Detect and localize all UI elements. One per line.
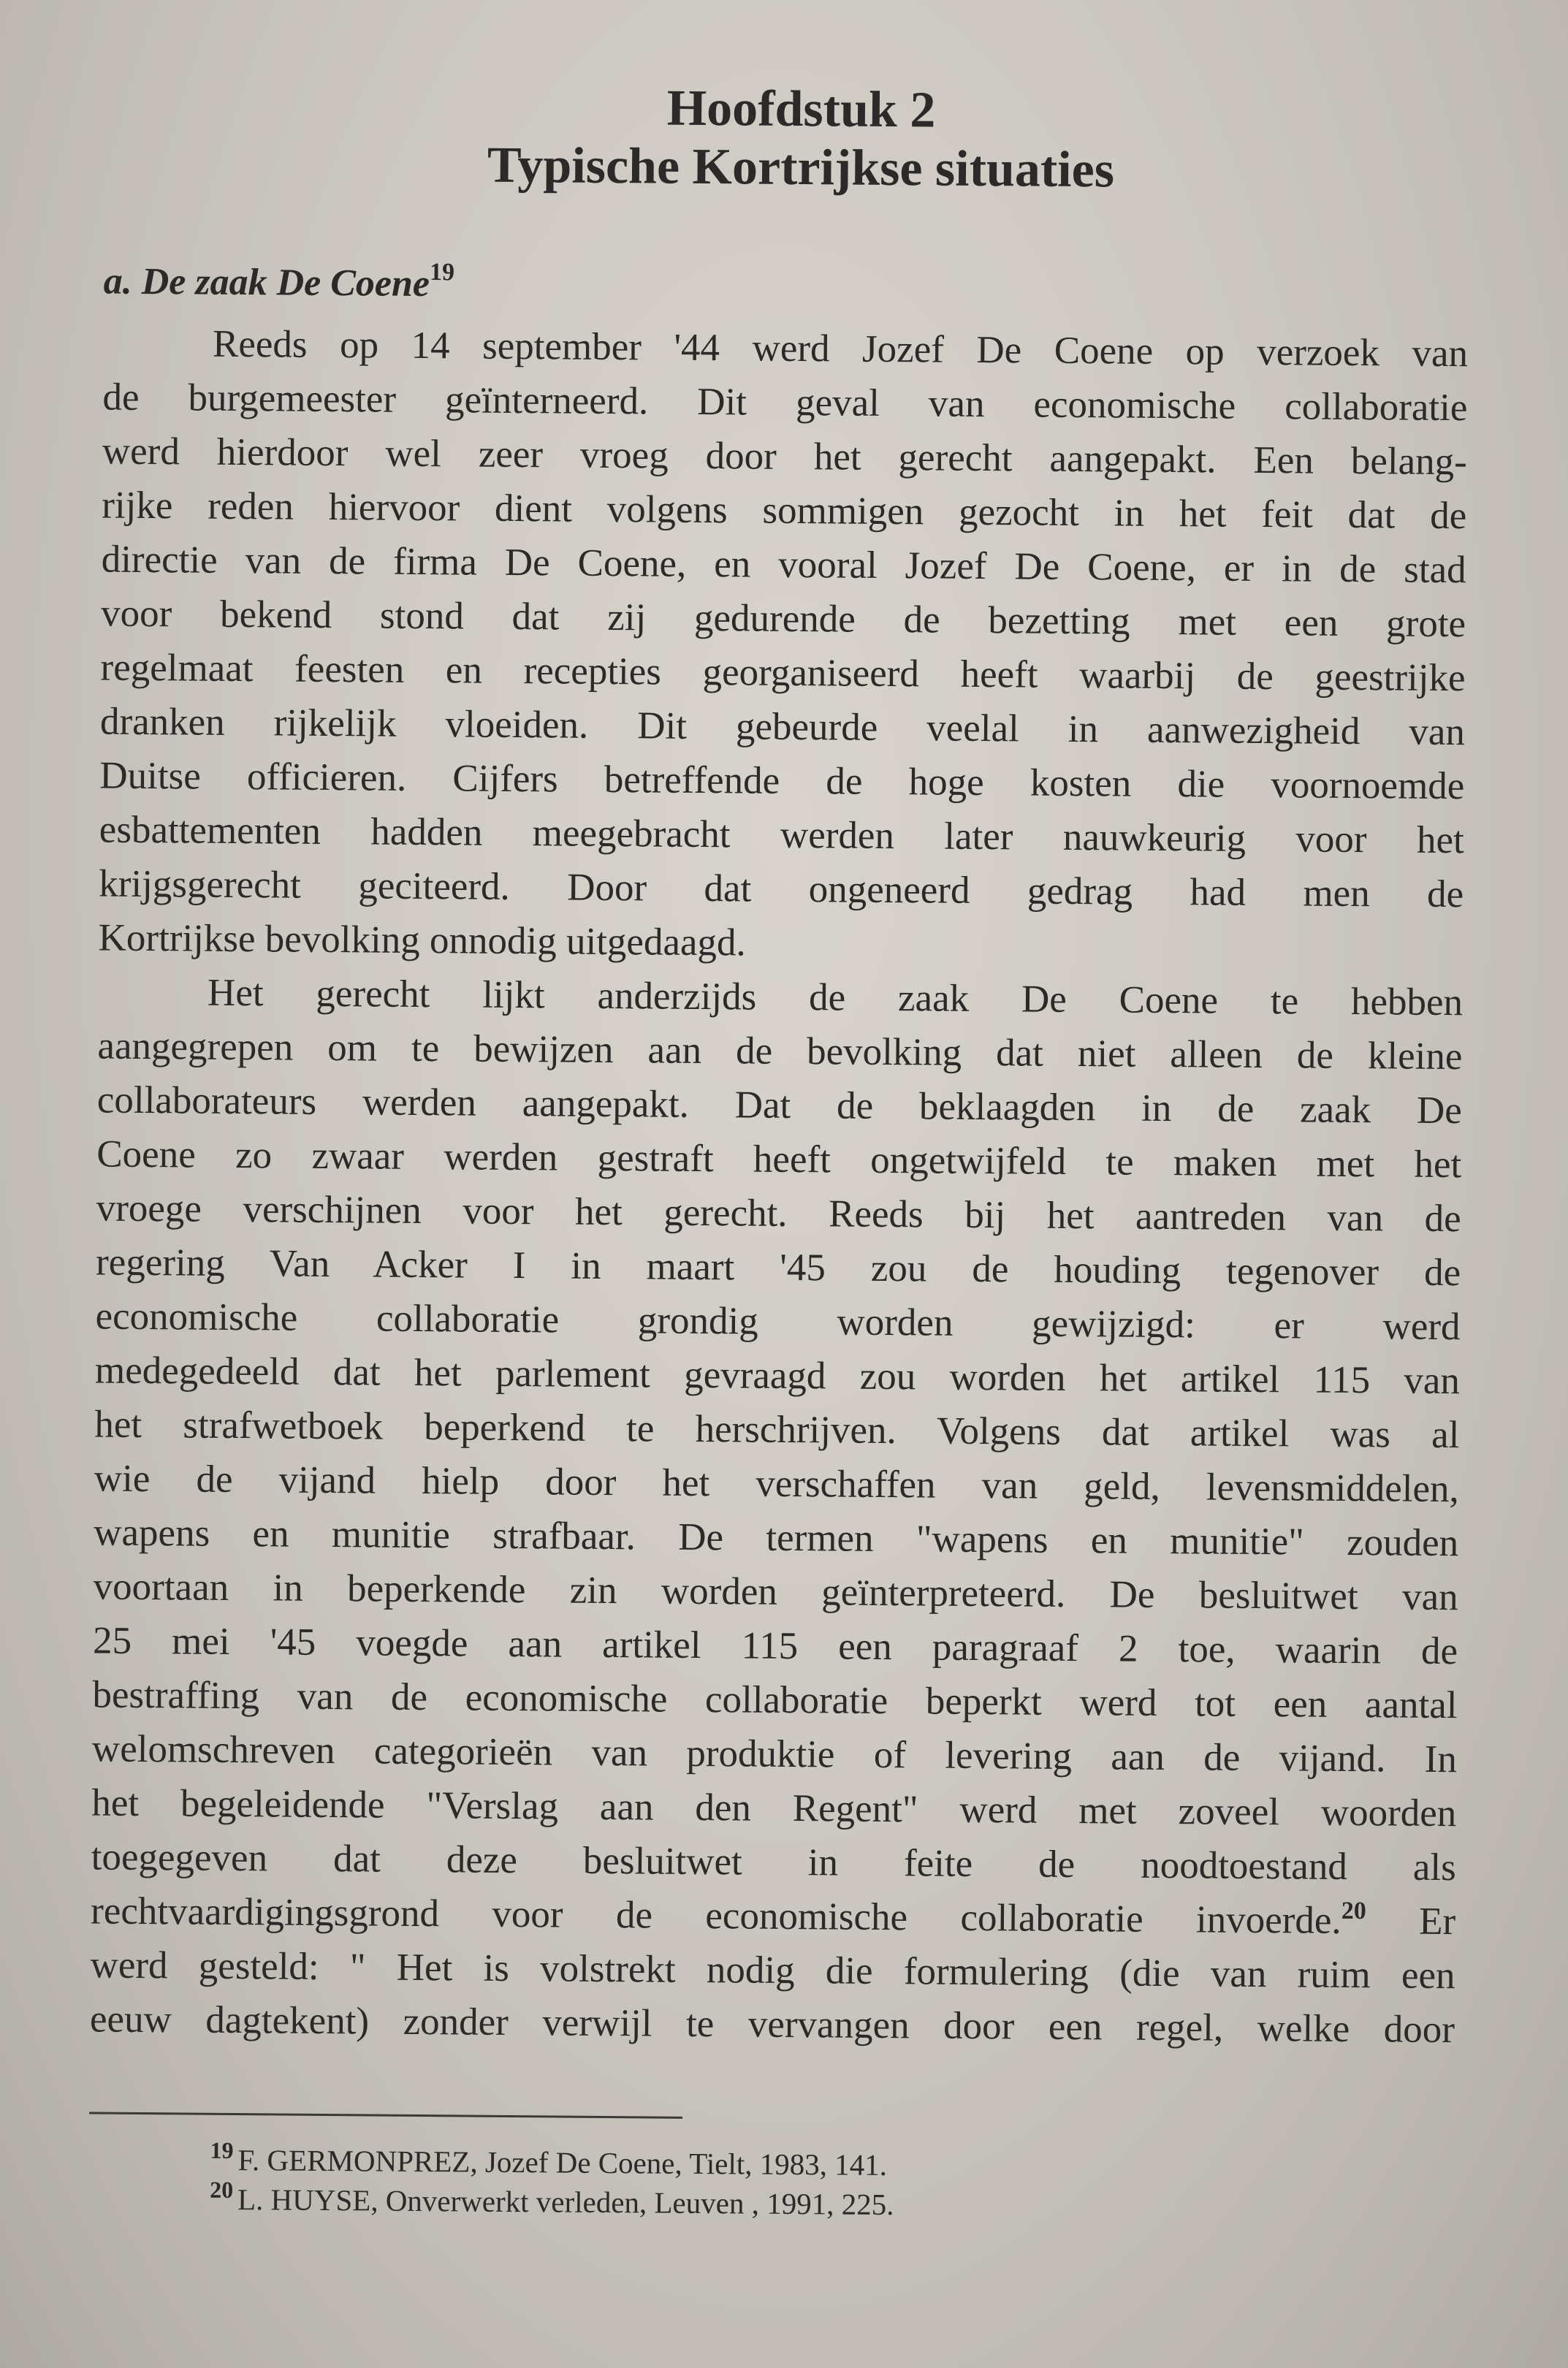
body-line: Reeds op 14 september '44 werd Jozef De Coene op verzoek van bbox=[212, 322, 1469, 376]
body-line: de burgemeester geïnterneerd. Dit geval van economische collaboratie bbox=[102, 376, 1468, 430]
body-line: vroege verschijnen voor het gerecht. Reeds bij het aantreden van de bbox=[96, 1187, 1461, 1241]
body-line: werd hierdoor wel zeer vroeg door het gerecht aangepakt. Een belang- bbox=[102, 430, 1468, 484]
body-text bbox=[90, 316, 1469, 2057]
body-line: bestraffing van de economische collaboratie beperkt werd tot een aantal bbox=[92, 1673, 1458, 1727]
section-heading-text: a. De zaak De Coene bbox=[103, 260, 430, 305]
body-line: aangegrepen om te bewijzen aan de bevolking dat niet alleen de kleine bbox=[97, 1024, 1463, 1078]
book-page bbox=[42, 23, 1544, 2351]
body-line: het begeleidende "Verslag aan den Regent" werd met zoveel woorden bbox=[91, 1781, 1457, 1835]
body-line: rijke reden hiervoor dient volgens sommigen gezocht in het feit dat de bbox=[102, 484, 1467, 538]
body-line: 25 mei '45 voegde aan artikel 115 een paragraaf 2 toe, waarin de bbox=[92, 1619, 1458, 1673]
footnote-ref-20: 20 bbox=[1341, 1897, 1366, 1925]
section-heading bbox=[103, 258, 454, 309]
body-line: Kortrijkse bevolking onnodig uitgedaagd. bbox=[98, 916, 746, 964]
body-line: het strafwetboek beperkend te herschrijven. Volgens dat artikel was al bbox=[94, 1403, 1460, 1457]
body-line: krijgsgerecht geciteerd. Door dat ongeneerd gedrag had men de bbox=[99, 862, 1464, 916]
body-line: voor bekend stond dat zij gedurende de bezetting met een grote bbox=[100, 592, 1466, 646]
body-line: Coene zo zwaar werden gestraft heeft ongetwijfeld te maken met het bbox=[96, 1132, 1462, 1187]
body-line: medegedeeld dat het parlement gevraagd zou worden het artikel 115 van bbox=[94, 1349, 1461, 1403]
chapter-title: Typische Kortrijkse situaties bbox=[487, 137, 1115, 199]
footnote-divider bbox=[89, 2112, 682, 2118]
footnote-ref-19: 19 bbox=[429, 259, 455, 286]
chapter-number: Hoofdstuk 2 bbox=[666, 80, 936, 139]
body-line-tail: Er bbox=[1366, 1900, 1456, 1943]
footnote-20 bbox=[210, 2176, 894, 2224]
body-line: toegegeven dat deze besluitwet in feite de noodtoestand als bbox=[91, 1835, 1456, 1889]
footnote-mark: 19 bbox=[210, 2136, 234, 2164]
footnote-text: L. HUYSE, Onverwerkt verleden, Leuven , 1991, 225. bbox=[237, 2182, 894, 2222]
body-line: esbattementen hadden meegebracht werden later nauwkeurig voor het bbox=[99, 808, 1464, 862]
body-line: regelmaat feesten en recepties georganiseerd heeft waarbij de geestrijke bbox=[100, 646, 1466, 700]
body-line: wapens en munitie strafbaar. De termen "wapens en munitie" zouden bbox=[94, 1511, 1459, 1565]
body-line: directie van de firma De Coene, en vooral Jozef De Coene, er in de stad bbox=[101, 538, 1466, 592]
body-line: dranken rijkelijk vloeiden. Dit gebeurde veelal in aanwezigheid van bbox=[99, 700, 1466, 754]
body-line: wie de vijand hielp door het verschaffen van geld, levensmiddelen, bbox=[94, 1457, 1460, 1511]
body-line: voortaan in beperkende zin worden geïnterpreteerd. De besluitwet van bbox=[93, 1565, 1458, 1619]
body-line-text: rechtvaardigingsgrond voor de economische collaboratie invoerde. bbox=[90, 1889, 1341, 1942]
body-line: eeuw dagtekent) zonder verwijl te vervangen door een regel, welke door bbox=[89, 1998, 1455, 2052]
body-line: werd gesteld: " Het is volstrekt nodig die formulering (die van ruim een bbox=[90, 1943, 1455, 1998]
body-line: economische collaboratie grondig worden gewijzigd: er werd bbox=[95, 1295, 1461, 1349]
body-line: Het gerecht lijkt anderzijds de zaak De Coene te hebben bbox=[207, 971, 1464, 1024]
footnotes bbox=[210, 2136, 894, 2224]
footnote-19 bbox=[210, 2136, 894, 2185]
body-line: regering Van Acker I in maart '45 zou de houding tegenover de bbox=[95, 1241, 1461, 1295]
footnote-text: F. GERMONPREZ, Jozef De Coene, Tielt, 1983, 141. bbox=[237, 2143, 888, 2182]
body-line: collaborateurs werden aangepakt. Dat de beklaagden in de zaak De bbox=[96, 1078, 1463, 1132]
body-line: welomschreven categorieën van produktie of levering aan de vijand. In bbox=[91, 1727, 1458, 1781]
footnote-mark: 20 bbox=[210, 2176, 234, 2204]
body-line: Duitse officieren. Cijfers betreffende de hoge kosten die voornoemde bbox=[99, 754, 1465, 808]
